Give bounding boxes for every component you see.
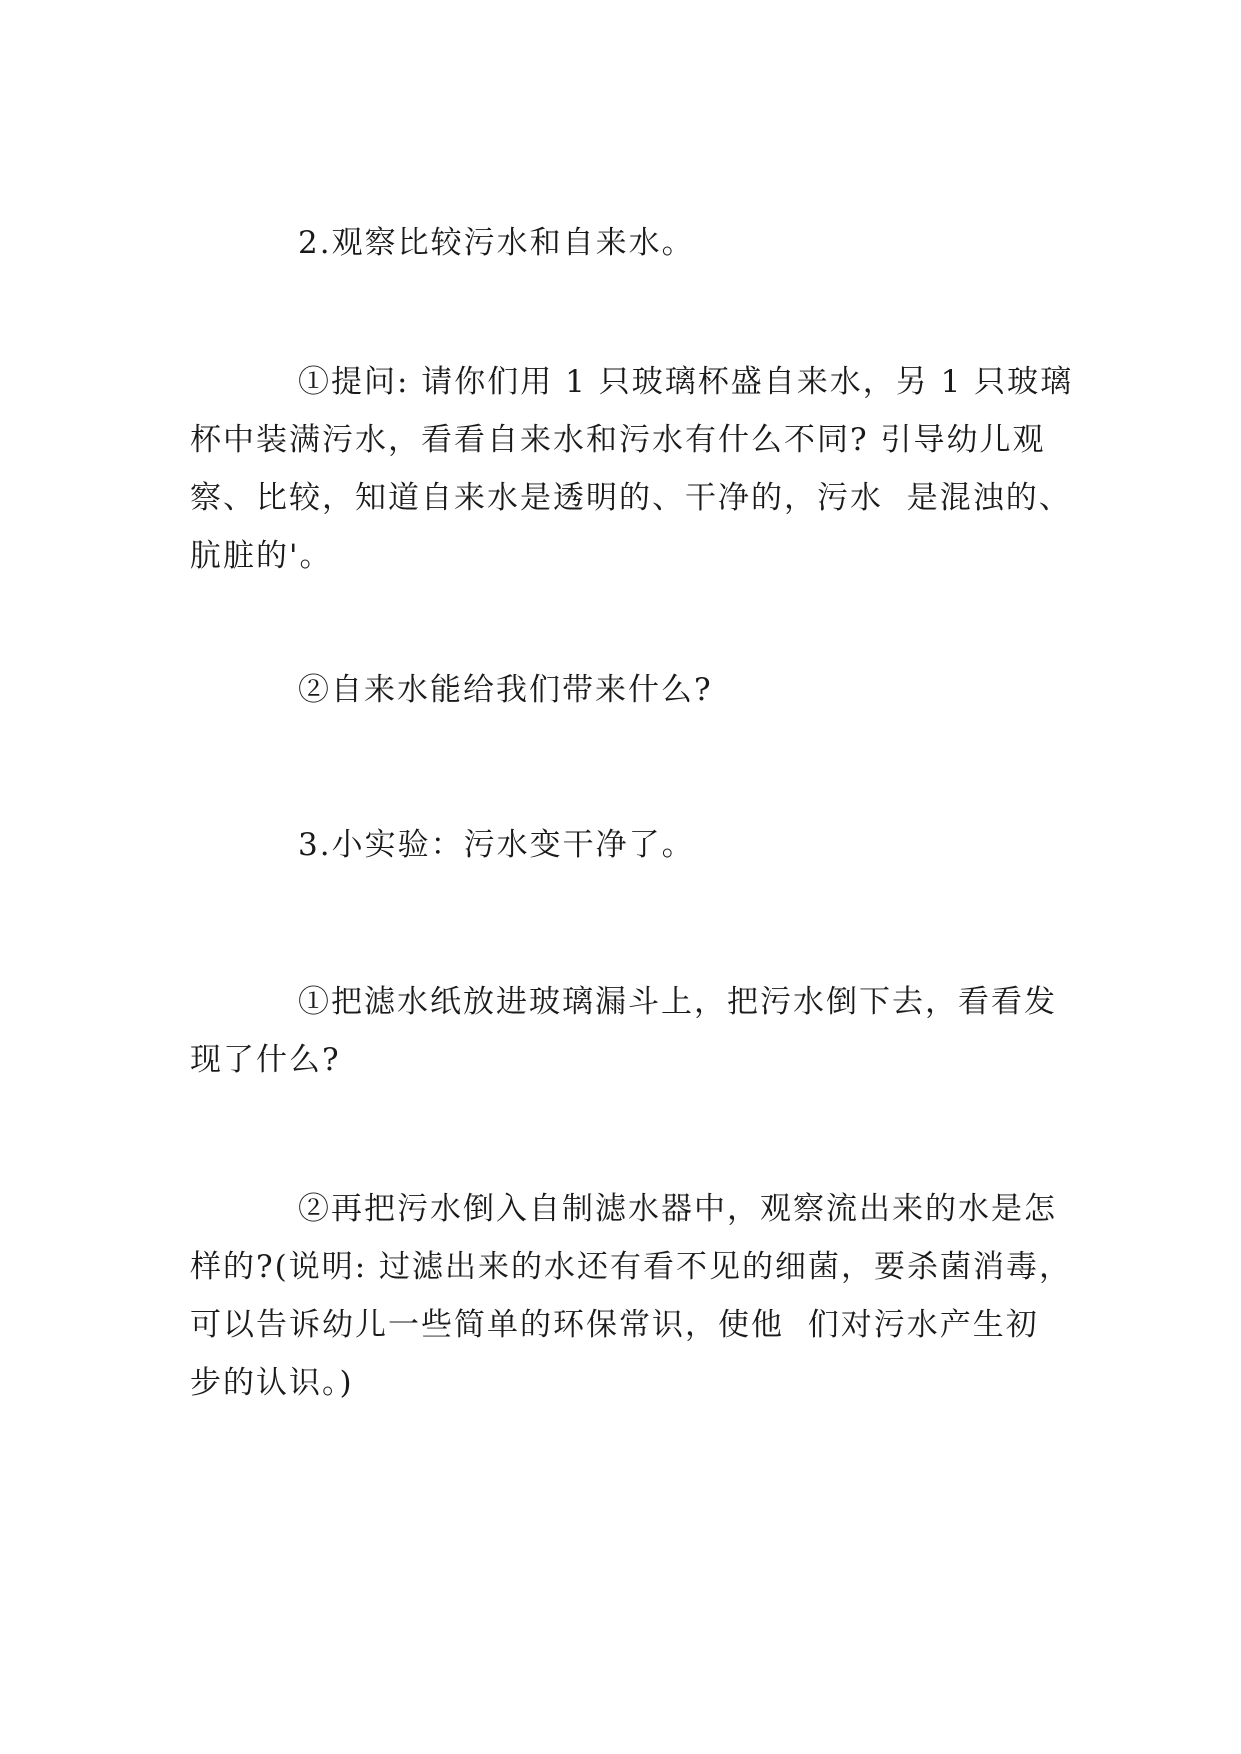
paragraph-question-compare (190, 353, 1074, 585)
text-line: ②再把污水倒入自制滤水器中，观察流出来的水是怎 (298, 1191, 1057, 1227)
paragraph-homemade-filter (190, 1180, 1073, 1412)
text-line: 步的认识。) (190, 1365, 354, 1401)
text-line: 可以告诉幼儿一些简单的环保常识，使他 们对污水产生初 (190, 1307, 1039, 1343)
text-line: 样的?(说明: 过滤出来的水还有看不见的细菌，要杀菌消毒， (190, 1249, 1073, 1285)
text-line: 2.观察比较污水和自来水。 (298, 225, 695, 261)
text-line: 现了什么? (190, 1042, 341, 1078)
text-line: ①提问: 请你们用 1 只玻璃杯盛自来水，另 1 只玻璃 (298, 364, 1074, 400)
text-line: 察、比较，知道自来水是透明的、干净的，污水 是混浊的、 (190, 480, 1072, 516)
paragraph-question-tapwater (190, 661, 1070, 719)
paragraph-step-2-heading (190, 214, 1070, 272)
text-line: ②自来水能给我们带来什么? (298, 672, 713, 708)
paragraph-step-3-heading (190, 816, 1070, 874)
paragraph-filter-paper (190, 973, 1070, 1089)
text-line: 杯中装满污水，看看自来水和污水有什么不同? 引导幼儿观 (190, 422, 1046, 458)
text-line: ①把滤水纸放进玻璃漏斗上，把污水倒下去，看看发 (298, 984, 1057, 1020)
text-line: 3.小实验：污水变干净了。 (298, 827, 695, 863)
text-line: 肮脏的'。 (190, 538, 333, 574)
